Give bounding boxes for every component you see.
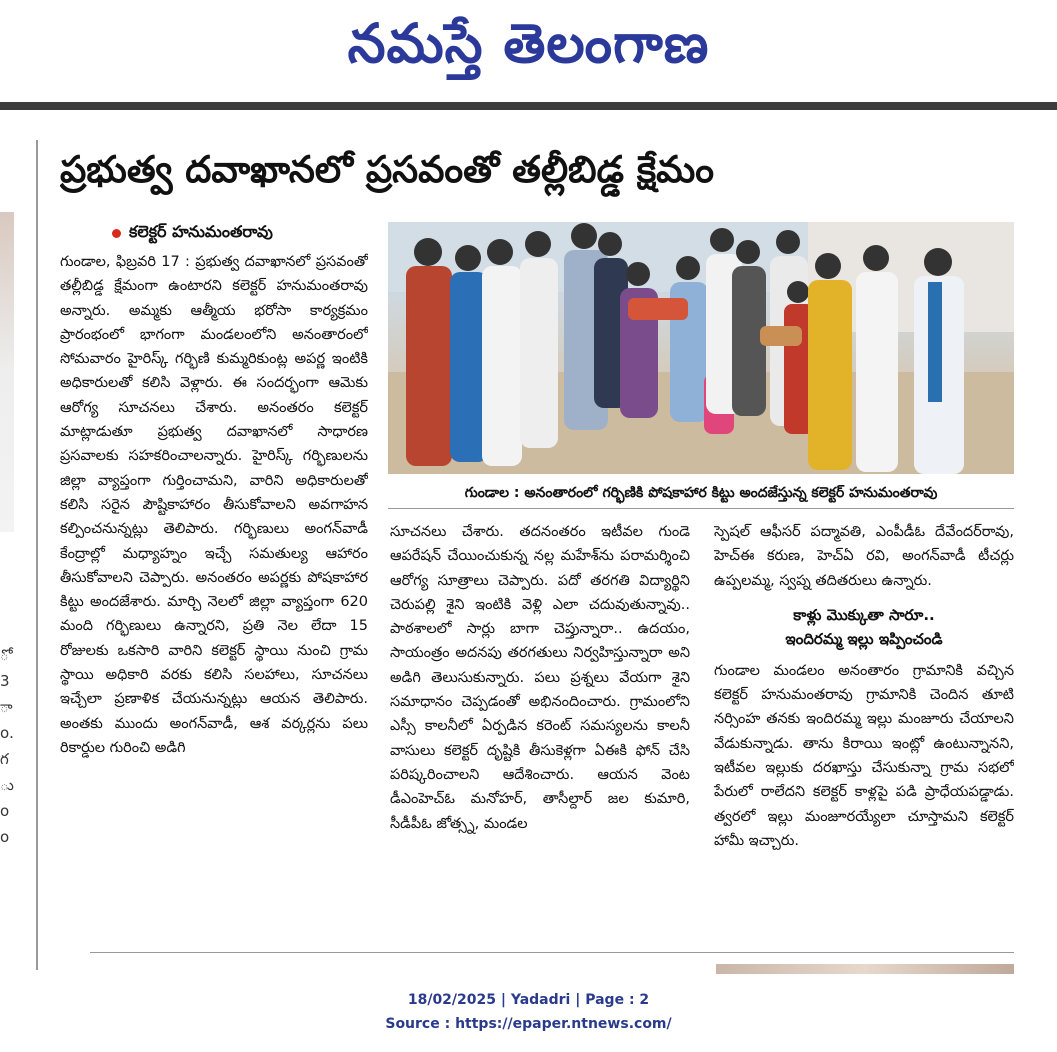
column-3-intro: స్పెషల్ ఆఫీసర్ పద్మావతి, ఎంపీడీఓ దేవేందర్‌రావు, హెచ్‌ఈ కరుణ, హెచ్‌ఏ రవి, అంగన్‌వాడీ టీచర్లు ఉప్పలమ్మ, స్వప్న తదితరులు ఉన్నారు. xyxy=(714,524,1014,589)
article-column-1: గుండాల, ఫిబ్రవరి 17 : ప్రభుత్వ దవాఖానలో ప్రసవంతో తల్లీబిడ్డ క్షేమంగా ఉంటారని కలెక్టర్ హనుమంతరావు అన్నారు. అమ్మకు ఆత్మీయ భరోసా కార్యక్రమం ప్రారంభంలో భాగంగా మండలంలోని అనంతారంలో సోమవారం హైరిస్క్ గర్భిణి కుమ్మరికుంట్ల అపర్ణ ఇంటికి అధికారులతో కలిసి వెళ్లారు. ఈ సందర్భంగా ఆమెకు ఆరోగ్య సూచనలు చేశారు. అనంతరం కలెక్టర్ మాట్లాడుతూ ప్రభుత్వ దవాఖానలో సాధారణ ప్రసవాలకు సహకరించాలన్నారు. హైరిస్క్ గర్భిణులను జిల్లా వ్యాప్తంగా గుర్తించామని, వారిని అధికారులతో కలిసి సరైన పౌష్టికాహారం తీసుకోవాలని అవగాహన కల్పించనున్నట్లు తెలిపారు. గర్భిణులు అంగన్‌వాడీ కేంద్రాల్లో మధ్యాహ్నం ఇచ్చే సమతుల్య ఆహారం తీసుకోవాలని చెప్పారు. అనంతరం అపర్ణకు పోషకాహార కిట్టు అందజేశారు. మార్చి నెలలో జిల్లా వ్యాప్తంగా 620 మంది గర్భిణులు ఉన్నారని, ప్రతి నెల లేదా 15 రోజులకు ఒకసారి వారిని కలెక్టర్ స్థాయి నుంచి గ్రామ స్థాయి అధికారి వరకు కలిసి సలహాలు, సూచనలు ఇచ్చేలా ప్రణాళిక చేయనున్నట్లు ఆయన తెలిపారు. అంతకు ముందు అంగన్‌వాడీ, ఆశ వర్కర్లను పలు రికార్డుల గురించి అడిగి xyxy=(60,254,368,756)
byline-text: కలెక్టర్ హనుమంతరావు xyxy=(129,222,273,241)
edge-char: ా xyxy=(0,698,13,716)
bottom-rule xyxy=(90,952,1014,953)
subheading xyxy=(714,603,1014,651)
subheading-line-1: కాళ్లు మొక్కుతా సారూ.. xyxy=(793,605,935,624)
column-3-body: గుండాల మండలం అనంతారం గ్రామానికి వచ్చిన కలెక్టర్ హనుమంతరావు గ్రామానికి చెందిన తూటి నర్సింహ తనకు ఇందిరమ్మ ఇల్లు మంజూరు చేయాలని వేడుకున్నాడు. తాను కిరాయి ఇంట్లో ఉంటున్నానని, ఇటీవల ఇల్లుకు దరఖాస్తు చేసుకున్నా గ్రామ సభలో పేరులో రాలేదని కలెక్టర్ కాళ్లపై పడి ప్రాధేయపడ్డాడు. త్వరలో ఇల్లు మంజూరయ్యేలా చూస్తామని కలెక్టర్ హామీ ఇచ్చారు. xyxy=(714,662,1014,849)
column-divider xyxy=(36,140,38,970)
subheading-line-2: ఇందిరమ్మ ఇల్లు ఇప్పించండి xyxy=(785,629,943,648)
article-photo xyxy=(388,222,1014,474)
newspaper-logo: నమస్తే తెలంగాణ xyxy=(347,11,710,75)
edge-char: о. xyxy=(0,724,14,742)
edge-char: ో xyxy=(0,646,9,664)
edge-char: గ xyxy=(0,750,9,768)
adjacent-article-edge xyxy=(0,112,14,972)
photo-caption: గుండాల : అనంతారంలో గర్భిణికి పోషకాహార కిట్టు అందజేస్తున్న కలెక్టర్ హనుమంతరావు xyxy=(388,478,1014,509)
edge-char: о xyxy=(0,802,10,820)
edge-char: о xyxy=(0,828,10,846)
byline xyxy=(112,222,273,245)
article-column-3 xyxy=(714,520,1014,940)
masthead xyxy=(0,0,1057,100)
footer-source: Source : https://epaper.ntnews.com/ xyxy=(385,1016,672,1032)
article-column-2: సూచనలు చేశారు. తదనంతరం ఇటీవల గుండె ఆపరేషన్ చేయించుకున్న నల్ల మహేశ్‌ను పరామర్శించి ఆరోగ్య సూత్రాలు చెప్పారు. పదో తరగతి విద్యార్థిని చెరుపల్లి శైని ఇంటికి వెళ్లి ఎలా చదువుతున్నావు.. పాఠశాలలో సార్లు బాగా చెప్తున్నారా.. ఉదయం, సాయంత్రం అదనపు తరగతులు నిర్వహిస్తున్నారా అని అడిగి తెలుసుకున్నారు. పలు ప్రశ్నలు వేయగా శైని సమాధానం చెప్పడంతో అభినందించారు. గ్రామంలోని ఎస్సీ కాలనీలో ఏర్పడిన కరెంట్ సమస్యలను కాలనీ వాసులు కలెక్టర్ దృష్టికి తీసుకెళ్లగా ఏఈకి ఫోన్ చేసి పరిష్కరించాలని ఆదేశించారు. ఆయన వెంట డీఎంహెచ్‌ఓ మనోహర్, తాసీల్దార్ జల కుమారి, సీడీపీఓ జోత్స్న, మండల xyxy=(390,524,690,832)
footer xyxy=(0,988,1057,1036)
bullet-icon xyxy=(112,229,121,238)
edge-char: 3 xyxy=(0,672,10,690)
footer-edition-info: 18/02/2025 | Yadadri | Page : 2 xyxy=(407,992,650,1008)
next-article-photo-edge xyxy=(716,964,1014,974)
edge-char: ు xyxy=(0,776,14,794)
adjacent-photo-edge xyxy=(0,212,14,532)
article-headline: ప్రభుత్వ దవాఖానలో ప్రసవంతో తల్లీబిడ్డ క్షేమం xyxy=(60,148,715,191)
masthead-rule xyxy=(0,102,1057,110)
photo-illustration xyxy=(388,222,1014,474)
adjacent-text-edge xyxy=(0,642,14,850)
